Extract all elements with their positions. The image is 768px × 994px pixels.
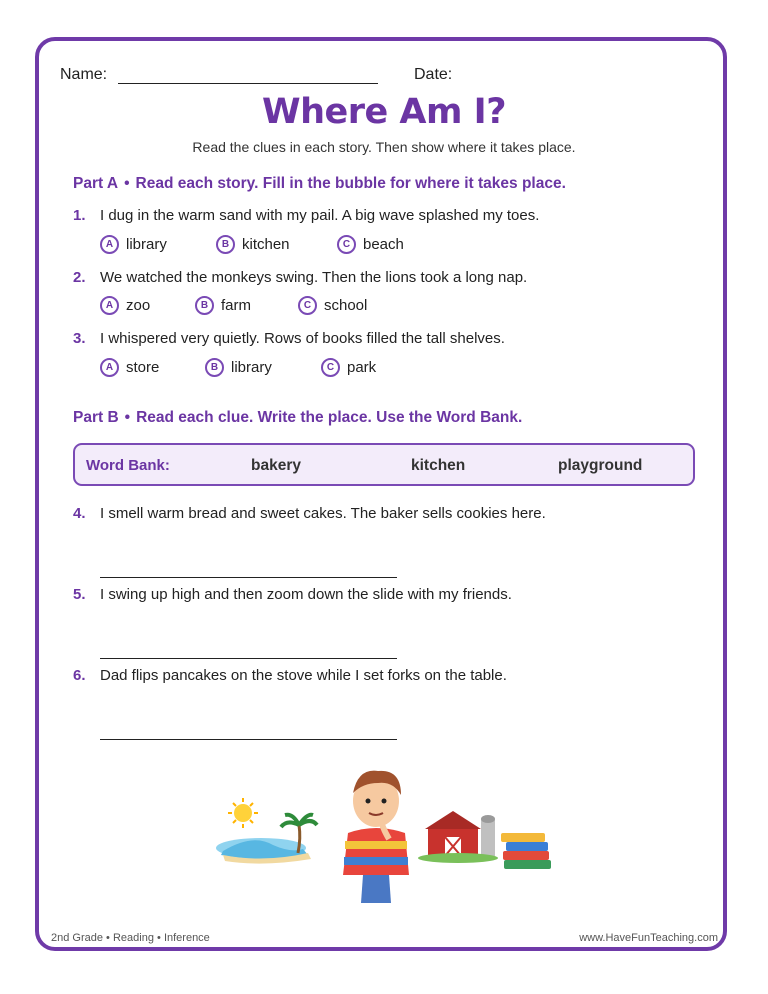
date-label: Date: [414,66,453,83]
question-6 [73,667,507,684]
question-3-options [100,358,397,377]
footer-tag: Inference [163,932,210,944]
answer-line[interactable] [100,739,397,740]
question-text: We watched the monkeys swing. Then the lions took a long nap. [100,269,528,286]
word-bank [73,443,695,486]
books-icon [501,833,551,869]
answer-line[interactable] [100,577,397,578]
word-bank-word: kitchen [411,457,466,474]
option-label: library [126,236,167,253]
question-number: 6. [73,667,86,684]
answer-option[interactable] [321,358,376,377]
footer-tag: 2nd Grade [51,932,103,944]
part-a-instruction: Read each story. Fill in the bubble for where it takes place. [135,175,566,192]
part-b-instruction: Read each clue. Write the place. Use the Word Bank. [136,409,523,426]
answer-bubble[interactable]: C [298,296,317,315]
barn-icon [418,811,498,863]
option-label: school [324,297,368,314]
answer-option[interactable] [100,296,174,315]
answer-option[interactable] [216,235,316,254]
option-label: zoo [126,297,151,314]
bullet-icon: • [157,932,164,944]
answer-bubble[interactable]: B [205,358,224,377]
question-2-options [100,296,388,315]
answer-line[interactable] [100,658,397,659]
beach-scene-icon [216,798,317,864]
answer-option[interactable] [100,358,184,377]
part-b-label: Part B [73,409,119,426]
option-label: beach [363,236,404,253]
part-a-heading [73,175,566,193]
question-text: I dug in the warm sand with my pail. A big wave splashed my toes. [100,207,540,224]
question-number: 4. [73,505,86,522]
question-number: 2. [73,269,86,286]
page-subtitle: Read the clues in each story. Then show where it takes place. [192,139,576,155]
option-label: park [347,359,377,376]
question-number: 1. [73,207,86,224]
answer-option[interactable] [298,296,367,315]
question-1 [73,207,539,224]
answer-bubble[interactable]: A [100,296,119,315]
question-number: 3. [73,330,86,347]
option-label: kitchen [242,236,290,253]
option-label: store [126,359,160,376]
part-b-heading [73,409,522,427]
footer-tag: Reading [112,932,154,944]
illustration [213,763,558,908]
question-text: I swing up high and then zoom down the slide with my friends. [100,586,512,603]
page-title: Where Am I? [261,92,506,132]
question-4 [73,505,546,522]
bullet-icon: • [124,175,130,192]
word-bank-word: playground [558,457,643,474]
word-bank-word: bakery [251,457,301,474]
answer-bubble[interactable]: B [195,296,214,315]
date-row [414,66,466,84]
question-5 [73,586,512,603]
answer-option[interactable] [205,358,300,377]
name-field-line[interactable] [118,67,378,84]
footer-website[interactable]: www.HaveFunTeaching.com [579,932,718,944]
question-text: Dad flips pancakes on the stove while I set forks on the table. [100,667,507,684]
question-text: I whispered very quietly. Rows of books filled the tall shelves. [100,330,505,347]
answer-option[interactable] [195,296,277,315]
answer-bubble[interactable]: C [321,358,340,377]
answer-option[interactable] [100,235,195,254]
name-label: Name: [60,66,108,83]
question-text: I smell warm bread and sweet cakes. The baker sells cookies here. [100,505,546,522]
question-3 [73,330,505,347]
option-label: library [231,359,272,376]
question-number: 5. [73,586,86,603]
question-1-options [100,235,425,254]
bullet-icon: • [124,409,131,426]
question-2 [73,269,527,286]
option-label: farm [221,297,251,314]
bullet-icon: • [106,932,113,944]
footer-tags [51,932,210,944]
answer-bubble[interactable]: C [337,235,356,254]
answer-bubble[interactable]: A [100,358,119,377]
answer-bubble[interactable]: B [216,235,235,254]
part-a-label: Part A [73,175,119,192]
word-bank-label: Word Bank: [86,457,170,474]
name-row [60,66,378,84]
answer-bubble[interactable]: A [100,235,119,254]
answer-option[interactable] [337,235,404,254]
boy-thinking-icon [343,771,409,903]
